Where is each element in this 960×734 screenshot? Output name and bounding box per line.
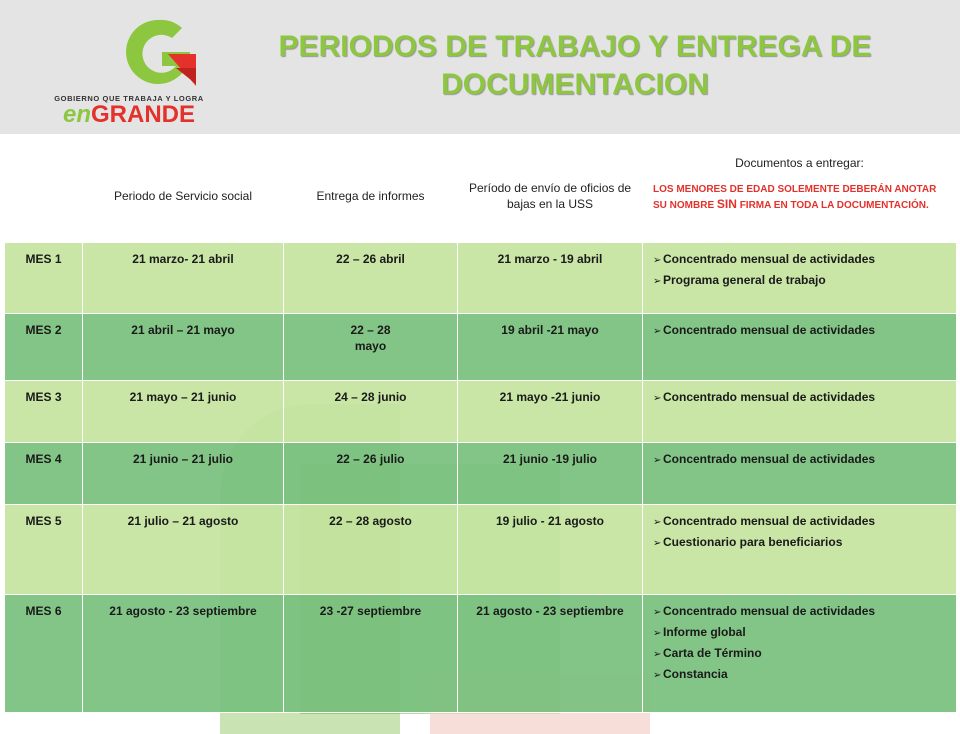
list-item: [653, 513, 952, 531]
documents-note: LOS MENORES DE EDAD SOLEMENTE DEBERÁN ANOTAR SU NOMBRE SIN FIRMA EN TODA LA DOCUMENTACIÓN.: [653, 184, 937, 211]
service-period-cell: 21 agosto - 23 septiembre: [83, 595, 284, 713]
engrande-logo: [54, 14, 204, 126]
report-delivery-cell: 23 -27 septiembre: [284, 595, 458, 713]
documents-list: [653, 251, 952, 290]
document-item-label: Carta de Término: [663, 646, 762, 660]
dismissal-period-cell: 21 agosto - 23 septiembre: [458, 595, 643, 713]
document-item-label: Concentrado mensual de actividades: [663, 452, 876, 466]
document-item-label: Constancia: [663, 667, 728, 681]
arrow-bullet-icon: ➢: [653, 455, 662, 466]
documents-list: [653, 451, 952, 469]
table-row: [5, 314, 957, 381]
arrow-bullet-icon: ➢: [653, 326, 662, 337]
document-item-label: Cuestionario para beneficiarios: [663, 535, 843, 549]
list-item: [653, 272, 952, 290]
page-title: PERIODOS DE TRABAJO Y ENTREGA DE DOCUMENTACION: [278, 30, 872, 101]
document-item-label: Programa general de trabajo: [663, 273, 826, 287]
logo-wordmark: [54, 103, 204, 127]
arrow-bullet-icon: ➢: [653, 538, 662, 549]
dismissal-period-cell: 19 abril -21 mayo: [458, 314, 643, 381]
dismissal-period-cell: 19 julio - 21 agosto: [458, 505, 643, 595]
document-item-label: Concentrado mensual de actividades: [663, 390, 876, 404]
table-row: [5, 381, 957, 443]
report-delivery-cell: 22 – 26 julio: [284, 443, 458, 505]
arrow-bullet-icon: ➢: [653, 393, 662, 404]
arrow-bullet-icon: ➢: [653, 649, 662, 660]
table-row: [5, 595, 957, 713]
list-item: [653, 603, 952, 621]
report-delivery-cell: 24 – 28 junio: [284, 381, 458, 443]
documents-title: Documentos a entregar:: [735, 156, 864, 170]
documents-cell: [643, 443, 957, 505]
list-item: [653, 322, 952, 340]
documents-list: [653, 603, 952, 684]
month-cell: MES 6: [5, 595, 83, 713]
header-bar: [0, 0, 960, 134]
document-item-label: Concentrado mensual de actividades: [663, 514, 876, 528]
header-dismissal-period: Período de envío de oficios de bajas en la USS: [458, 149, 643, 243]
month-cell: MES 1: [5, 243, 83, 314]
table-header-row: [5, 149, 957, 243]
documents-list: [653, 322, 952, 340]
month-cell: MES 2: [5, 314, 83, 381]
service-period-cell: 21 julio – 21 agosto: [83, 505, 284, 595]
report-delivery-cell: 22 – 28 agosto: [284, 505, 458, 595]
documents-cell: [643, 314, 957, 381]
service-period-cell: 21 abril – 21 mayo: [83, 314, 284, 381]
dismissal-period-cell: 21 marzo - 19 abril: [458, 243, 643, 314]
table-row: [5, 505, 957, 595]
arrow-bullet-icon: ➢: [653, 517, 662, 528]
schedule-table: [4, 148, 957, 713]
g-logo-icon: [118, 14, 198, 90]
document-item-label: Concentrado mensual de actividades: [663, 252, 876, 266]
report-delivery-cell: 22 – 28 mayo: [284, 314, 458, 381]
report-delivery-cell: 22 – 26 abril: [284, 243, 458, 314]
document-item-label: Concentrado mensual de actividades: [663, 604, 876, 618]
list-item: [653, 534, 952, 552]
logo-tagline: GOBIERNO QUE TRABAJA Y LOGRA: [54, 94, 204, 103]
document-item-label: Concentrado mensual de actividades: [663, 323, 876, 337]
table-row: [5, 243, 957, 314]
list-item: [653, 645, 952, 663]
list-item: [653, 666, 952, 684]
documents-cell: [643, 505, 957, 595]
header-report-delivery: Entrega de informes: [284, 149, 458, 243]
arrow-bullet-icon: ➢: [653, 255, 662, 266]
header-documents: [643, 149, 957, 243]
arrow-bullet-icon: ➢: [653, 670, 662, 681]
documents-list: [653, 389, 952, 407]
list-item: [653, 251, 952, 269]
logo-word-en: en: [62, 101, 91, 128]
table-row: [5, 443, 957, 505]
documents-list: [653, 513, 952, 552]
documents-cell: [643, 381, 957, 443]
service-period-cell: 21 marzo- 21 abril: [83, 243, 284, 314]
month-cell: MES 3: [5, 381, 83, 443]
list-item: [653, 389, 952, 407]
header-service-period: Periodo de Servicio social: [83, 149, 284, 243]
documents-cell: [643, 243, 957, 314]
month-cell: MES 4: [5, 443, 83, 505]
arrow-bullet-icon: ➢: [653, 628, 662, 639]
list-item: [653, 624, 952, 642]
dismissal-period-cell: 21 junio -19 julio: [458, 443, 643, 505]
arrow-bullet-icon: ➢: [653, 607, 662, 618]
document-item-label: Informe global: [663, 625, 746, 639]
service-period-cell: 21 junio – 21 julio: [83, 443, 284, 505]
documents-cell: [643, 595, 957, 713]
service-period-cell: 21 mayo – 21 junio: [83, 381, 284, 443]
list-item: [653, 451, 952, 469]
dismissal-period-cell: 21 mayo -21 junio: [458, 381, 643, 443]
header-blank: [5, 149, 83, 243]
logo-word-grande: GRANDE: [91, 101, 196, 128]
arrow-bullet-icon: ➢: [653, 276, 662, 287]
month-cell: MES 5: [5, 505, 83, 595]
